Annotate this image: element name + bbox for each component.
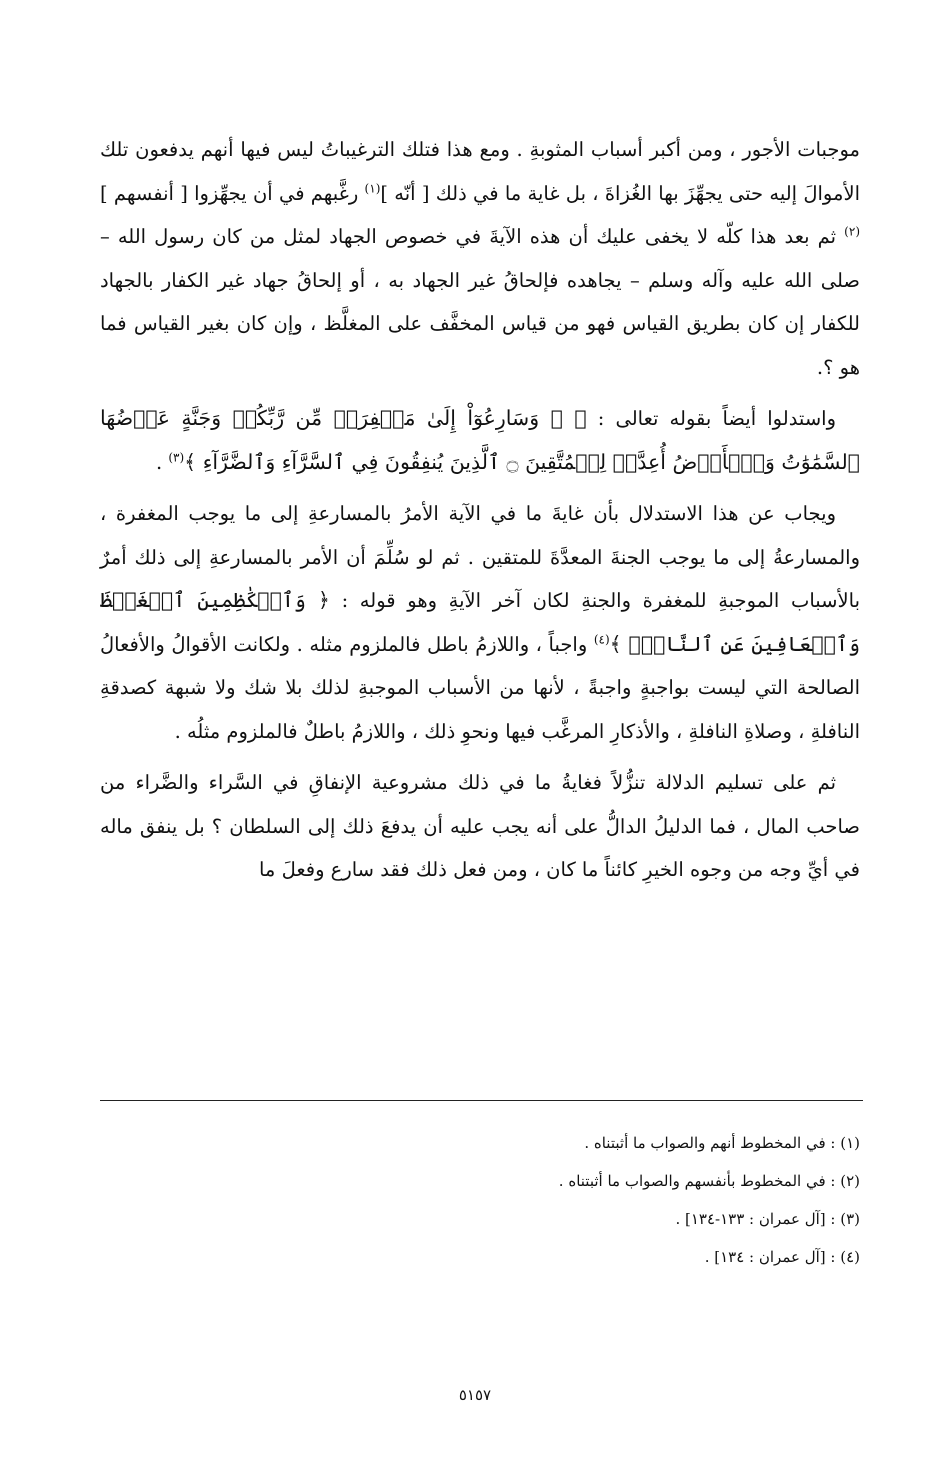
paragraph-3-text-b: واجباً ، واللازمُ باطل فالملزوم مثله . ولكانت الأقوالُ والأفعالُ الصالحة التي ليست بواجبةٍ واجبةً ، لأنها من الأسباب الموجبةِ لذلك بلا شك ولا شبهة كصدقةِ النافلةِ ، وصلاةِ النافلةِ ، والأذكارِ المرغَّب فيها ونحوِ ذلك ، واللازمُ باطلٌ فالملزوم مثلُه .	[100, 632, 860, 743]
page-number: ٥١٥٧	[458, 1386, 492, 1404]
footnote-2: (٢) : في المخطوط بأنفسهم والصواب ما أثبتناه .	[558, 1172, 860, 1190]
paragraph-1-text-a: موجبات الأجور ، ومن أكبر أسباب المثوبةِ . ومع هذا فتلك الترغيباتُ ليس فيها أنهم يدفعون تلك الأموالَ إليه حتى يجهِّزَ بها الغُزاةَ ، بل غاية ما في ذلك [ أنّه ]	[100, 138, 860, 205]
quran-verse-1: ﴿ ۞ وَسَارِعُوٓاْ إِلَىٰ مَغۡفِرَةٖ مِّن رَّبِّكُمۡ وَجَنَّةٍ عَرۡضُهَا ٱلسَّمَٰوَٰتُ وَٱلۡأَرۡضُ أُعِدَّتۡ لِلۡمُتَّقِينَ ۝ ٱلَّذِينَ يُنفِقُونَ فِي ٱلسَّرَّآءِ وَٱلضَّرَّآءِ ﴾	[100, 406, 860, 474]
paragraph-1-text-c: ثم بعد هذا كلّه لا يخفى عليك أن هذه الآيةَ في خصوص الجهاد لمثل من كان رسول الله – صلى الله عليه وآله وسلم – يجاهده فإلحاقُ غير الجهاد به ، أو إلحاقُ جهاد غير الكفار بالجهاد للكفار إن كان بطريق القياس فهو من قياس المخفَّف على المغلَّظ ، وإن كان بغير القياس فما هو ؟.	[100, 225, 860, 379]
footnote-1: (١) : في المخطوط أنهم والصواب ما أثبتناه .	[584, 1134, 860, 1152]
footnote-ref-3[interactable]: (٣)	[168, 450, 185, 464]
paragraph-2-end: .	[155, 450, 169, 474]
paragraph-3-text-a: ويجاب عن هذا الاستدلال بأن غايةَ ما في الآية الأمرُ بالمسارعةِ إلى ما يوجب المغفرة ، والمسارعةُ إلى ما يوجب الجنةَ المعدَّةَ للمتقين . ثم لو سُلِّمَ أن الأمر بالمسارعةِ إلى ذلك أمرٌ بالأسباب الموجبةِ للمغفرة والجنةِ لكان آخر الآيةِ وهو قوله :	[100, 502, 860, 612]
footnote-4: (٤) : [آل عمران : ١٣٤] .	[704, 1248, 860, 1266]
main-text	[100, 128, 860, 892]
footnote-ref-4[interactable]: (٤)	[593, 632, 610, 646]
paragraph-1-text-b: رغَّبهم في أن يجهِّزوا [ أنفسهم ]	[100, 181, 365, 205]
footnote-ref-2[interactable]: (٢)	[844, 224, 860, 239]
paragraph-4-text: ثم على تسليم الدلالة تنزُّلاً فغايةُ ما في ذلك مشروعية الإنفاقِ في السَّراء والضَّراء من صاحب المال ، فما الدليلُ الدالُّ على أنه يجب عليه أن يدفعَ ذلك إلى السلطان ؟ بل ينفق ماله في أيِّ وجه من وجوه الخيرِ كائناً ما كان ، ومن فعل ذلك فقد سارع وفعلَ ما	[100, 771, 860, 881]
paragraph-1	[100, 128, 860, 389]
paragraph-3	[100, 492, 860, 753]
footnote-divider	[100, 1100, 863, 1101]
paragraph-2-intro: واستدلوا أيضاً بقوله تعالى :	[586, 407, 836, 430]
footnote-3: (٣) : [آل عمران : ١٣٣-١٣٤] .	[675, 1210, 860, 1228]
footnotes	[100, 1124, 860, 1276]
paragraph-4	[100, 761, 860, 892]
quran-verse-2: ﴿ وَٱلۡكَٰظِمِينَ ٱلۡغَيۡظَ وَٱلۡعَافِينَ عَنِ ٱلنَّاسِۗ ﴾	[100, 588, 860, 656]
paragraph-2	[100, 397, 860, 484]
footnote-ref-1[interactable]: (١)	[364, 181, 381, 195]
